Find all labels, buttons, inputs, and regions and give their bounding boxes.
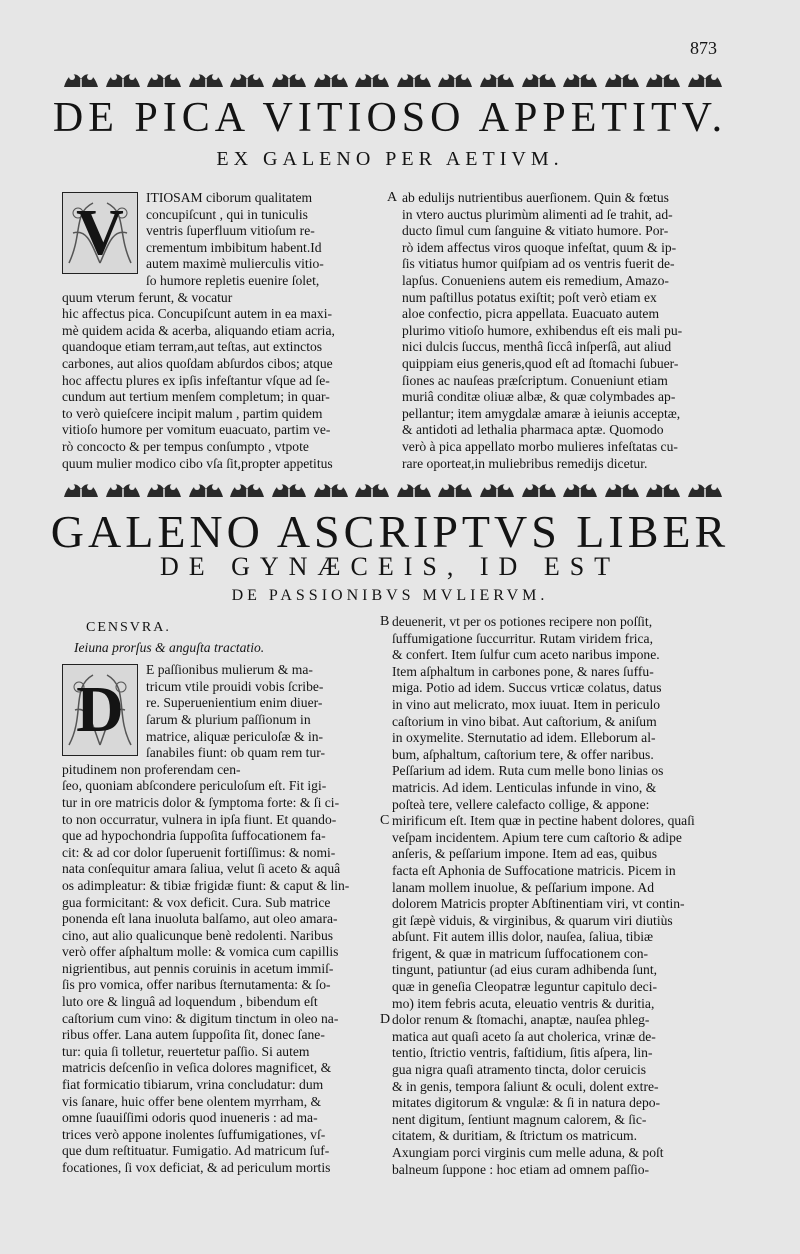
text-line: Axungiam porci virginis cum melle aduna, & poſt <box>392 1145 664 1160</box>
text-line: ſis vitiatus humor quiſpiam ad os ventris fuerit de- <box>402 256 675 272</box>
text-line: re. Superuenientium enim diuer- <box>146 695 323 711</box>
text-line: rò concocto & per tempus conſumpto , vtpote <box>62 438 309 454</box>
fleuron-icon <box>395 477 433 501</box>
text-line: dolorem Matricis propter Abſtinentiam viri, vt contin- <box>392 896 685 912</box>
fleuron-icon <box>436 477 474 501</box>
margin-letter-b: B <box>380 614 390 629</box>
text-line: caſtorium in vino bibat. Aut caſtorium, & aniſum <box>392 713 657 729</box>
text-line: rare oporteat,in muliebribus remedijs dicetur. <box>402 455 648 471</box>
text-line: verò à pica appellato morbo mulieres infeſtatas cu- <box>402 438 678 454</box>
text-line: ſiones ac nauſeas præſcriptum. Conueniunt etiam <box>402 372 668 388</box>
text-line: ſarum & plurium paſſionum in <box>146 711 311 727</box>
text-line: nici dulcis ſuccus, menthâ ſiccâ inſperſâ, aut aliud <box>402 339 672 355</box>
text-line: rò idem affectus viros quoque infeſtat, quum & ip- <box>402 239 677 255</box>
fleuron-icon <box>145 477 183 501</box>
text-line: matricis. Ad idem. Lenticulas infunde in vino, & <box>392 779 657 795</box>
fleuron-icon <box>104 477 142 501</box>
fleuron-icon <box>644 67 682 91</box>
fleuron-icon <box>561 477 599 501</box>
fleuron-icon <box>353 477 391 501</box>
fleuron-icon <box>62 477 100 501</box>
text-line: cundum aut tertium menſem completum; in quar- <box>62 389 330 405</box>
text-line: aloe confectio, picra appellata. Euacuato autem <box>402 306 660 322</box>
text-line: ventris ſuperfluum vitioſum re- <box>146 223 315 239</box>
dropcap-letter: V <box>76 196 124 269</box>
text-line: bum, aſphaltum, caſtorium tere, & offer naribus. <box>392 746 654 762</box>
text-line: mitates digitorum & vngulæ: & ſi in natura depo- <box>392 1095 661 1111</box>
fleuron-icon <box>312 477 350 501</box>
fleuron-icon <box>187 67 225 91</box>
fleuron-icon <box>270 67 308 91</box>
ornamental-band-top <box>62 64 724 94</box>
text-line: nigrientibus, aut pennis coruinis in acetum immiſ- <box>62 960 334 976</box>
section2-column-right <box>392 614 724 1178</box>
page-number: 873 <box>690 38 717 58</box>
section1-column-left <box>62 190 392 472</box>
fleuron-icon <box>187 477 225 501</box>
text-line: ribus offer. Lana autem ſuppoſita ſit, donec ſane- <box>62 1027 325 1043</box>
section2-column-left <box>62 620 384 1177</box>
text-line: dolor renum & ſtomachi, anaptæ, nauſea phleg- <box>392 1012 650 1028</box>
text-line: tur: quia ſi tolletur, reuertetur paſſio. Si autem <box>62 1043 310 1059</box>
text-line: matica aut quaſi aceto ſa aut cholerica, vrinæ de- <box>392 1028 656 1044</box>
text-line: tricum vtile prouidi vobis ſcribe- <box>146 678 324 694</box>
text-line: luto ore & linguâ ad loquendum , bibendum eſt <box>62 994 318 1010</box>
text-line: nata conſequitur amara ſaliua, velut ſi aceto & aquâ <box>62 861 341 877</box>
text-line: hoc affectu plures ex ipſis infeſtantur vſque ad ſe- <box>62 372 330 388</box>
text-line: mo) item febris acuta, eleuatio ventris & duritia, <box>392 995 655 1011</box>
text-line: muriâ conditæ oliuæ albæ, & quæ colymbades ap- <box>402 389 676 405</box>
text-line: E paſſionibus mulierum & ma- <box>146 662 313 678</box>
text-line: que dum reſtituatur. Fumigatio. Ad matricum ſuf- <box>62 1143 330 1159</box>
text-line: poſteà tere, vellere calefacto collige, & appone: <box>392 796 650 812</box>
text-line: mè quidem acida & acerba, aliquando etiam acria, <box>62 322 335 338</box>
text-line: vis ſanare, huic offer bene olentem myrrham, & <box>62 1093 322 1109</box>
text-line: carbones, aut alios quoſdam abſurdos cibos; atque <box>62 355 333 371</box>
fleuron-icon <box>603 67 641 91</box>
section2-col-right-text <box>392 614 724 1178</box>
text-line: verò offer aſphaltum molle: & vomica cum capillis <box>62 944 339 960</box>
text-line: deuenerit, vt per os potiones recipere non poſſit, <box>392 614 653 629</box>
text-line: trices verò appone inolentes ſuffumigationes, vſ- <box>62 1126 326 1142</box>
fleuron-icon <box>520 67 558 91</box>
fleuron-icon <box>145 67 183 91</box>
fleuron-icon <box>644 477 682 501</box>
fleuron-icon <box>395 67 433 91</box>
fleuron-icon <box>270 477 308 501</box>
fleuron-icon <box>228 67 266 91</box>
text-line: concupiſcunt , qui in tuniculis <box>146 206 308 222</box>
section1-col-right-text <box>402 190 724 472</box>
text-line: balneum ſuppone : hoc etiam ad omnem paſſio- <box>392 1161 650 1177</box>
text-line: Item aſphaltum in carbones pone, & nares ſuffu- <box>392 663 654 679</box>
fleuron-icon <box>478 67 516 91</box>
dropcap-letter: D <box>76 673 124 747</box>
text-line: to non occurratur, vulnera in ipſa fiunt. Et quando- <box>62 811 337 827</box>
fleuron-icon <box>436 67 474 91</box>
text-line: mirificum eſt. Item quæ in pectine habent dolores, quaſi <box>392 813 695 829</box>
ornamental-band-middle <box>62 474 724 504</box>
censura-heading: CENSVRA. <box>86 620 171 635</box>
text-line: lanam mollem inuolue, & peſſarium impone. Ad <box>392 879 655 895</box>
section2-subtitle2: DE PASSIONIBVS MVLIERVM. <box>231 587 549 604</box>
text-line: ab edulijs nutrientibus auerſionem. Quin & fœtus <box>402 190 669 205</box>
text-line: ſo humore repletis euenire ſolet, <box>146 272 320 288</box>
text-line: hic affectus pica. Concupiſcunt autem in ea maxi- <box>62 306 333 322</box>
text-line: citatem, & duritiam, & ſtrictum os matricum. <box>392 1128 638 1144</box>
text-line: ſanabiles fiunt: ob quam rem tur- <box>146 745 326 761</box>
text-line: gua formicitant: & vox deficit. Cura. Sub matrice <box>62 894 331 910</box>
text-line: abſunt. Fit autem illis dolor, nauſea, ſaliua, tibiæ <box>392 929 654 945</box>
text-line: omne ſuauiſſimi odoris quod inueneris : ad ma- <box>62 1110 318 1126</box>
text-line: Peſſarium ad idem. Ruta cum melle bono linias os <box>392 763 664 779</box>
text-line: cit: & ad cor dolor ſuperuenit fortiſſimus: & nomi- <box>62 844 336 860</box>
text-line: tur in ore matricis dolor & ſymptoma forte: & ſi ci- <box>62 794 340 810</box>
fleuron-icon <box>686 477 724 501</box>
text-line: nent digitum, ſentiunt magnum calorem, & ſic- <box>392 1111 647 1127</box>
text-line: veſpam incidentem. Apium tere cum caſtorio & adipe <box>392 829 682 845</box>
text-line: git ſæpè viduis, & virginibus, & quarum viri diutiùs <box>392 912 673 928</box>
text-line: quum mulier modico cibo vſa ſit,propter appetitus <box>62 455 333 471</box>
text-line: ITIOSAM ciborum qualitatem <box>146 190 313 205</box>
text-line: caſtorium cum vino: & digitum tinctum in oleo na- <box>62 1010 339 1026</box>
text-line: facta eſt Aphonia de Suffocatione matricis. Picem in <box>392 862 676 878</box>
text-line: & confert. Item ſulfur cum aceto naribus impone. <box>392 647 660 663</box>
fleuron-icon <box>561 67 599 91</box>
text-line: quandoque etiam terram,aut teſtas, aut extinctos <box>62 339 323 355</box>
text-line: ſis pro vomica, offer naribus ſternutamenta: & ſo- <box>62 977 331 993</box>
fleuron-icon <box>353 67 391 91</box>
text-line: in vino aut melicrato, mox iuuat. Item in periculo <box>392 696 661 712</box>
fleuron-icon <box>686 67 724 91</box>
censura-note: Ieiuna prorſus & anguſta tractatio. <box>74 639 265 655</box>
text-line: matrice, aliquæ periculoſæ & in- <box>146 728 324 744</box>
dropcap-d <box>62 664 138 756</box>
fleuron-icon <box>312 67 350 91</box>
text-line: crementum imbibitum habent.Id <box>146 239 322 255</box>
text-line: pitudinem non proferendam cen- <box>62 761 241 777</box>
text-line: fiat formicatio tibiarum, vrina concludatur: dum <box>62 1077 324 1093</box>
text-line: quippiam eius generis,quod eſt ad ſtomachi ſubuer- <box>402 355 679 371</box>
text-line: miga. Potio ad idem. Succus vrticæ colatus, datus <box>392 680 662 696</box>
text-line: que ad hypochondria ſuppoſita ſuffocationem fa- <box>62 828 326 844</box>
fleuron-icon <box>478 477 516 501</box>
text-line: matricis deſcenſio in veſica dolores magnificet, & <box>62 1060 332 1076</box>
text-line: gua nigra quaſi atramento tincta, dolor ceruicis <box>392 1062 647 1078</box>
text-line: quum vterum ferunt, & vocatur <box>62 289 233 305</box>
fleuron-icon <box>62 67 100 91</box>
text-line: ponenda eſt lana inuoluta balſamo, aut oleo amara- <box>62 911 338 927</box>
section1-column-right <box>402 190 724 472</box>
text-line: vitioſo humore per vomitum euacuato, partim ve- <box>62 422 331 438</box>
text-line: plurimo vitioſo humore, exhibendus eſt eis mali pu- <box>402 322 683 338</box>
text-line: ducto ſimul cum ſanguine & vitiato humore. Por- <box>402 223 669 239</box>
fleuron-icon <box>603 477 641 501</box>
text-line: quæ in geneſia Cleopatræ leguntur capitulo deci- <box>392 979 658 995</box>
section1-subtitle: EX GALENO PER AETIVM. <box>216 148 564 170</box>
text-line: autem maximè mulierculis vitio- <box>146 256 324 272</box>
margin-letter-a: A <box>387 190 398 205</box>
text-line: & antidoti ad lethalia pharmaca aptæ. Quomodo <box>402 422 664 438</box>
section1-title: DE PICA VITIOSO APPETITV. <box>52 95 728 141</box>
fleuron-icon <box>228 477 266 501</box>
text-line: anſeris, & peſſarium impone. Item ad eas, quibus <box>392 846 658 862</box>
fleuron-icon <box>104 67 142 91</box>
text-line: cino, aut alio qualicunque benè redolenti. Naribus <box>62 927 334 943</box>
text-line: in oxymelite. Sternutatio ad idem. Elleborum al- <box>392 730 656 746</box>
text-line: lapſus. Conueniens autem eis remedium, Amazo- <box>402 272 669 288</box>
text-line: focationes, ſi vox deficiat, & ad periculum mortis <box>62 1160 331 1175</box>
text-line: frigent, & quæ in matricum ſuffocationem con- <box>392 945 649 961</box>
text-line: in vtero auctus plurimùm alimenti ad ſe trahit, ad- <box>402 206 673 222</box>
text-line: tentio, ſtrictio ventris, faſtidium, ſitis aſpera, lin- <box>392 1045 653 1061</box>
text-line: to verò quieſcere incipit malum , partim quidem <box>62 405 323 421</box>
dropcap-v <box>62 192 138 274</box>
fleuron-icon <box>520 477 558 501</box>
text-line: ſuffumigatione ſuccurritur. Rutam viridem frica, <box>392 630 653 646</box>
text-line: os adimpleatur: & tibiæ frigidæ fiunt: & caput & lin- <box>62 877 350 893</box>
margin-letter-c: C <box>380 813 390 828</box>
text-line: ſeo, quoniam abſcondere periculoſum eſt. Fit igi- <box>62 778 327 794</box>
margin-letter-d: D <box>380 1012 391 1027</box>
section2-subtitle: DE GYNÆCEIS, ID EST <box>159 552 621 581</box>
text-line: tingunt, patiuntur (ad eius curam adhibenda ſunt, <box>392 962 658 978</box>
text-line: pellantur; item amygdalæ amaræ à ieiunis acceptæ, <box>402 405 681 421</box>
section2-title: GALENO ASCRIPTVS LIBER <box>50 506 730 557</box>
text-line: & in genis, tempora ſaliunt & oculi, dolent extre- <box>392 1078 659 1094</box>
text-line: num paſtillus potatus exiſtit; poſt verò etiam ex <box>402 289 657 305</box>
